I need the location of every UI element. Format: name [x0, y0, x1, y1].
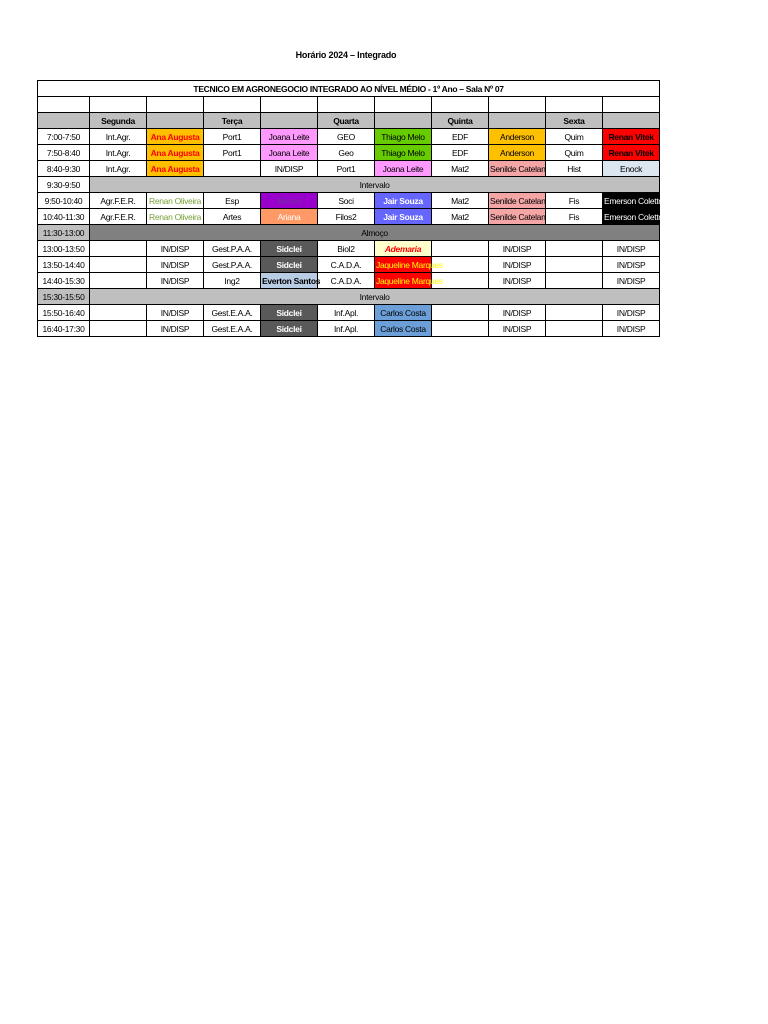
teacher-cell: Senilde Catelan — [489, 161, 546, 177]
subject-cell — [90, 273, 147, 289]
subject-cell — [432, 305, 489, 321]
table-row — [38, 161, 660, 177]
table-title: TECNICO EM AGRONEGOCIO INTEGRADO AO NÍVEL MÉDIO - 1º Ano – Sala Nº 07 — [38, 81, 660, 97]
time-slot: 11:30-13:00 — [38, 225, 90, 241]
subject-cell — [432, 241, 489, 257]
day-header-quinta: Quinta — [432, 113, 489, 129]
teacher-cell: Senilde Catelan — [489, 193, 546, 209]
teacher-cell: Joana Leite — [375, 161, 432, 177]
teacher-cell: IN/DISP — [147, 321, 204, 337]
subject-cell — [90, 257, 147, 273]
subject-cell: Gest.P.A.A. — [204, 257, 261, 273]
subject-cell — [90, 305, 147, 321]
teacher-cell: Sidclei — [261, 241, 318, 257]
subject-cell: Esp — [204, 193, 261, 209]
teacher-cell: IN/DISP — [489, 257, 546, 273]
teacher-cell: Sidclei — [261, 305, 318, 321]
time-slot: 15:30-15:50 — [38, 289, 90, 305]
teacher-cell: Joana Leite — [261, 145, 318, 161]
teacher-cell: Renan Oliveira — [147, 209, 204, 225]
table-row — [38, 129, 660, 145]
teacher-cell: Emerson Coletto — [603, 209, 660, 225]
teacher-cell: Carlos Costa — [375, 305, 432, 321]
time-slot: 14:40-15:30 — [38, 273, 90, 289]
teacher-cell: Jaqueline Marques — [375, 273, 432, 289]
subject-cell — [546, 273, 603, 289]
teacher-cell: Enock — [603, 161, 660, 177]
time-slot: 13:00-13:50 — [38, 241, 90, 257]
time-header — [38, 113, 90, 129]
subject-cell: Gest.E.A.A. — [204, 305, 261, 321]
teacher-cell: IN/DISP — [489, 273, 546, 289]
subject-cell: Inf.Apl. — [318, 321, 375, 337]
subject-cell: Port1 — [318, 161, 375, 177]
subject-cell: Agr.F.E.R. — [90, 209, 147, 225]
teacher-cell: Marcio — [261, 193, 318, 209]
teacher-cell: Emerson Coletto — [603, 193, 660, 209]
teacher-cell: IN/DISP — [603, 305, 660, 321]
time-slot: 13:50-14:40 — [38, 257, 90, 273]
teacher-cell: Renan Vitek — [603, 129, 660, 145]
subject-cell: Soci — [318, 193, 375, 209]
subject-cell: Filos2 — [318, 209, 375, 225]
teacher-cell: Anderson — [489, 145, 546, 161]
teacher-cell: Sidclei — [261, 321, 318, 337]
teacher-cell: Senilde Catelan — [489, 209, 546, 225]
time-slot: 10:40-11:30 — [38, 209, 90, 225]
subject-cell — [546, 241, 603, 257]
subject-cell: Port1 — [204, 145, 261, 161]
teacher-cell: Renan Oliveira — [147, 193, 204, 209]
teacher-cell: Ariana — [261, 209, 318, 225]
subject-cell — [90, 321, 147, 337]
subject-cell: Mat2 — [432, 161, 489, 177]
table-row — [38, 209, 660, 225]
teacher-cell: IN/DISP — [603, 257, 660, 273]
break-row — [38, 289, 660, 305]
day-header-row — [38, 113, 660, 129]
blank-row — [38, 97, 660, 113]
teacher-cell: Everton Santos — [261, 273, 318, 289]
subject-cell: Quim — [546, 145, 603, 161]
teacher-cell: IN/DISP — [147, 257, 204, 273]
day-header-terca: Terça — [204, 113, 261, 129]
time-slot: 9:30-9:50 — [38, 177, 90, 193]
table-row — [38, 257, 660, 273]
teacher-cell: IN/DISP — [147, 273, 204, 289]
break-label: Intervalo — [90, 289, 660, 305]
break-row — [38, 177, 660, 193]
subject-cell: Inf.Apl. — [318, 305, 375, 321]
teacher-cell: Thiago Melo — [375, 129, 432, 145]
time-slot: 16:40-17:30 — [38, 321, 90, 337]
time-slot: 7:50-8:40 — [38, 145, 90, 161]
time-slot: 9:50-10:40 — [38, 193, 90, 209]
subject-cell: Mat2 — [432, 193, 489, 209]
table-row — [38, 321, 660, 337]
teacher-cell: IN/DISP — [489, 321, 546, 337]
break-row — [38, 225, 660, 241]
teacher-cell: Thiago Melo — [375, 145, 432, 161]
teacher-cell: IN/DISP — [603, 241, 660, 257]
day-header-segunda: Segunda — [90, 113, 147, 129]
subject-cell — [546, 257, 603, 273]
teacher-cell: Carlos Costa — [375, 321, 432, 337]
subject-cell: Fis — [546, 193, 603, 209]
table-row — [38, 241, 660, 257]
teacher-cell: Ana Augusta — [147, 145, 204, 161]
teacher-cell: IN/DISP — [603, 321, 660, 337]
subject-cell — [90, 241, 147, 257]
teacher-cell: IN/DISP — [147, 305, 204, 321]
document-title: Horário 2024 – Integrado — [295, 50, 397, 60]
subject-cell: EDF — [432, 129, 489, 145]
teacher-cell: Jair Souza — [375, 209, 432, 225]
subject-cell: Mat2 — [432, 209, 489, 225]
subject-cell: Gest.P.A.A. — [204, 241, 261, 257]
teacher-cell: IN/DISP — [489, 241, 546, 257]
table-row — [38, 273, 660, 289]
subject-cell: C.A.D.A. — [318, 257, 375, 273]
subject-cell: Port1 — [204, 129, 261, 145]
subject-cell — [204, 161, 261, 177]
day-header-quarta: Quarta — [318, 113, 375, 129]
subject-cell: Geo — [318, 145, 375, 161]
teacher-cell: Anderson — [489, 129, 546, 145]
subject-cell: Gest.E.A.A. — [204, 321, 261, 337]
subject-cell: Fis — [546, 209, 603, 225]
subject-cell — [546, 305, 603, 321]
table-title-row — [38, 81, 660, 97]
teacher-cell: IN/DISP — [147, 241, 204, 257]
break-label: Intervalo — [90, 177, 660, 193]
subject-cell: Int.Agr. — [90, 161, 147, 177]
table-row — [38, 145, 660, 161]
teacher-cell: IN/DISP — [261, 161, 318, 177]
subject-cell: C.A.D.A. — [318, 273, 375, 289]
subject-cell: EDF — [432, 145, 489, 161]
subject-cell — [432, 321, 489, 337]
table-row — [38, 305, 660, 321]
teacher-cell: Jaqueline Marques — [375, 257, 432, 273]
day-header-sexta: Sexta — [546, 113, 603, 129]
subject-cell: Ing2 — [204, 273, 261, 289]
subject-cell: Biol2 — [318, 241, 375, 257]
teacher-cell: Ana Augusta — [147, 161, 204, 177]
table-row — [38, 193, 660, 209]
subject-cell — [546, 321, 603, 337]
subject-cell: Hist — [546, 161, 603, 177]
teacher-cell: IN/DISP — [603, 273, 660, 289]
teacher-cell: Ademaria — [375, 241, 432, 257]
teacher-cell: Jair Souza — [375, 193, 432, 209]
subject-cell: Quim — [546, 129, 603, 145]
teacher-cell: Sidclei — [261, 257, 318, 273]
teacher-cell: Joana Leite — [261, 129, 318, 145]
break-label: Almoço — [90, 225, 660, 241]
subject-cell: Agr.F.E.R. — [90, 193, 147, 209]
subject-cell: GEO — [318, 129, 375, 145]
subject-cell: Artes — [204, 209, 261, 225]
subject-cell: Int.Agr. — [90, 129, 147, 145]
schedule-table — [37, 80, 663, 337]
time-slot: 8:40-9:30 — [38, 161, 90, 177]
teacher-cell: IN/DISP — [489, 305, 546, 321]
teacher-cell: Ana Augusta — [147, 129, 204, 145]
time-slot: 7:00-7:50 — [38, 129, 90, 145]
teacher-cell: Renan Vitek — [603, 145, 660, 161]
time-slot: 15:50-16:40 — [38, 305, 90, 321]
subject-cell: Int.Agr. — [90, 145, 147, 161]
